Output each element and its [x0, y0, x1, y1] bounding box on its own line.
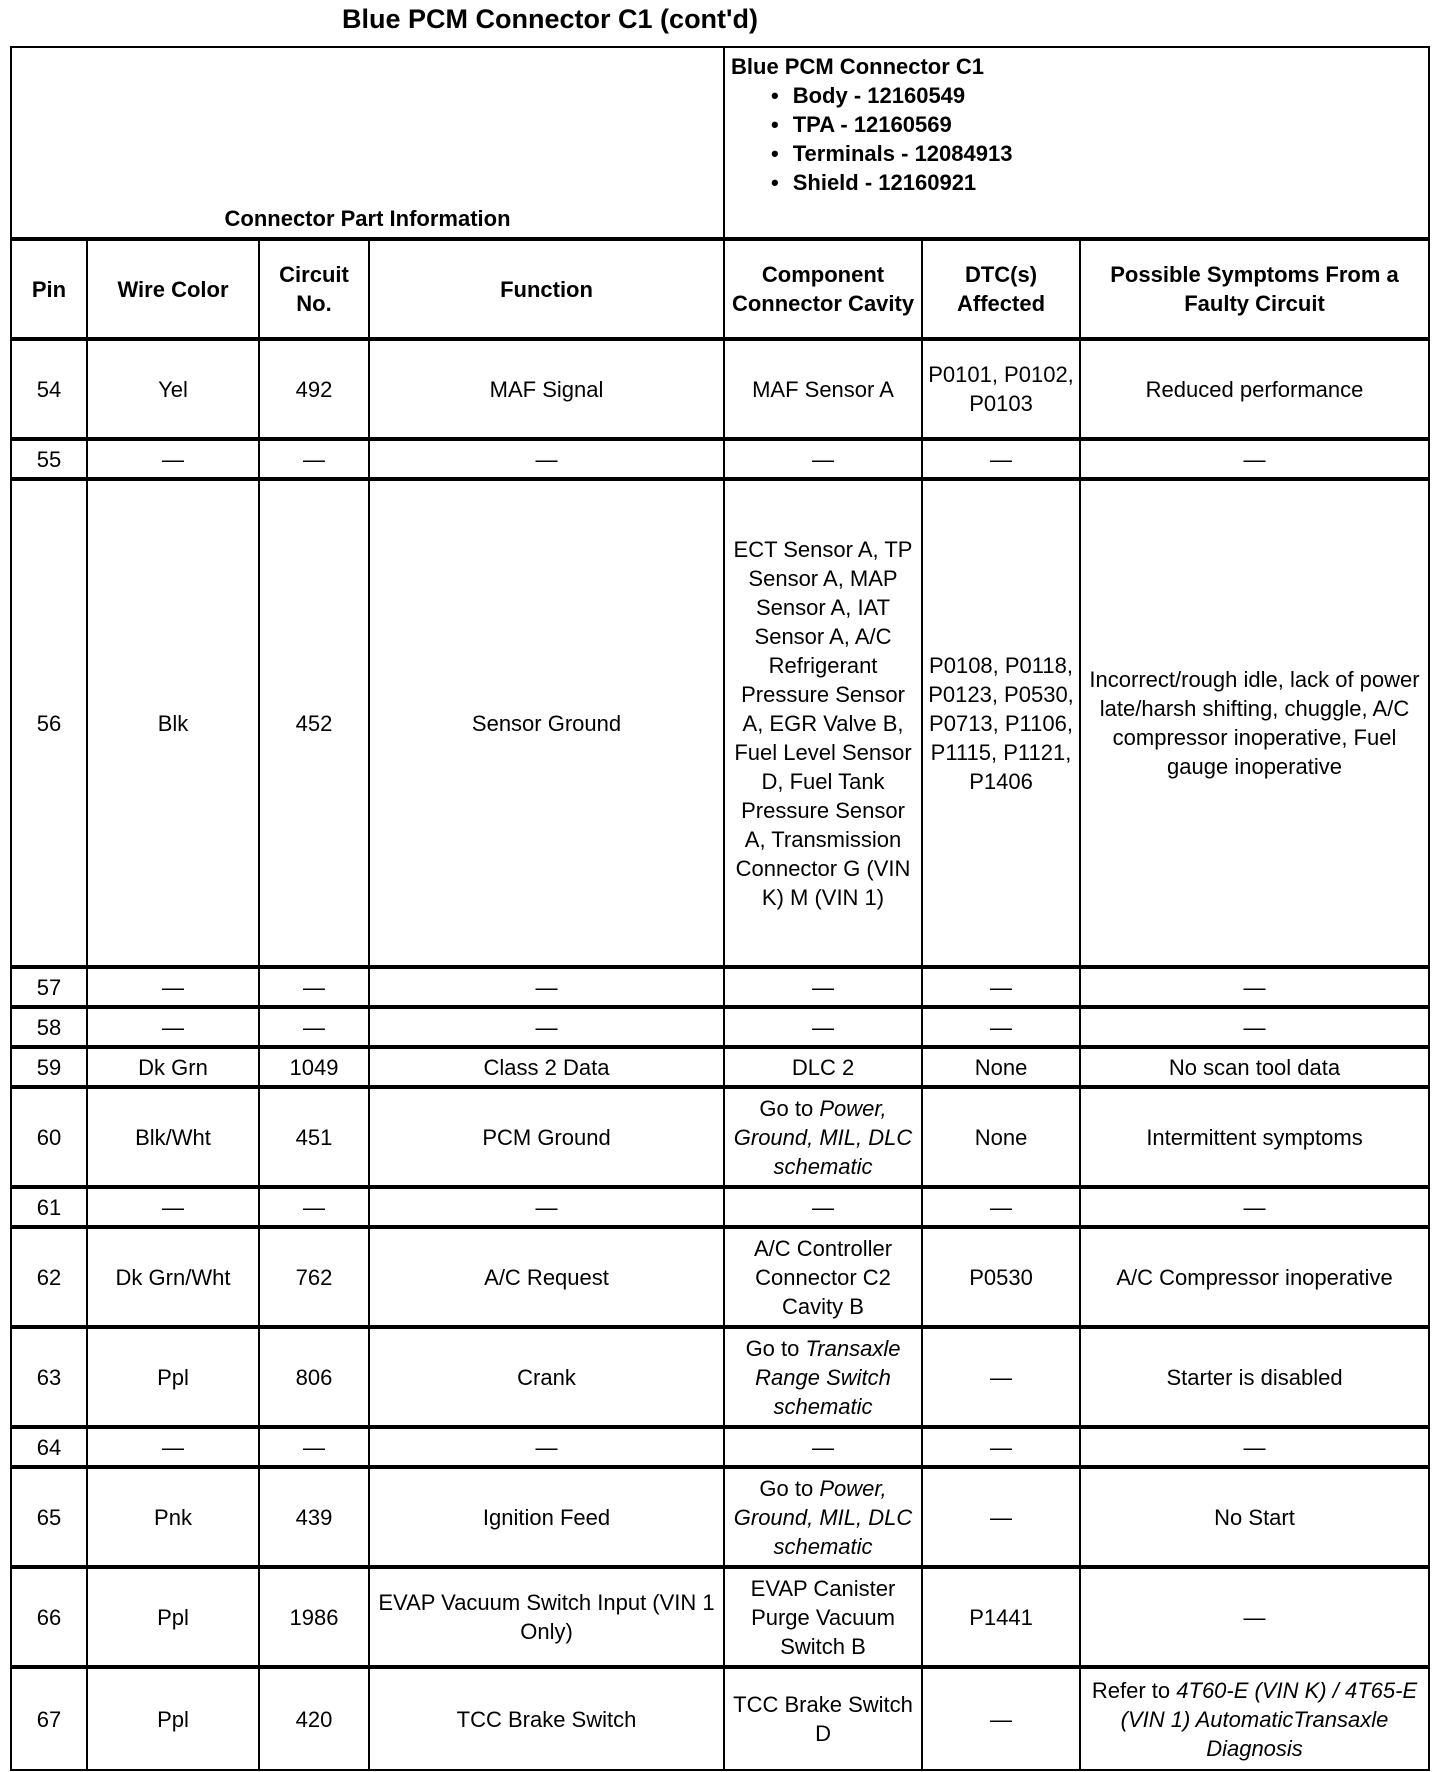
circuit-cell: 806 [260, 1329, 370, 1429]
circuit-cell: 452 [260, 481, 370, 969]
symptom-cell: A/C Compressor inoperative [1081, 1229, 1428, 1329]
dtc-cell: — [923, 1009, 1081, 1049]
part-shield: • Shield - 12160921 [771, 168, 1422, 197]
function-cell: PCM Ground [370, 1089, 725, 1189]
wire-color-cell: Blk [88, 481, 260, 969]
pin-cell: 58 [12, 1009, 88, 1049]
dtc-cell: P0530 [923, 1229, 1081, 1329]
wire-color-cell: Ppl [88, 1329, 260, 1429]
wire-color-cell: — [88, 969, 260, 1009]
pin-cell: 54 [12, 341, 88, 441]
dtc-cell: — [923, 1189, 1081, 1229]
pin-cell: 56 [12, 481, 88, 969]
circuit-cell: 762 [260, 1229, 370, 1329]
symptom-cell: Incorrect/rough idle, lack of power late/harsh shifting, chuggle, A/C compressor inoperative, Fuel gauge inoperative [1081, 481, 1428, 969]
dtc-cell: P1441 [923, 1569, 1081, 1669]
pin-cell: 65 [12, 1469, 88, 1569]
cavity-cell: — [725, 1009, 923, 1049]
dtc-cell: — [923, 1429, 1081, 1469]
table-row [12, 1049, 1428, 1089]
cavity-cell: — [725, 1189, 923, 1229]
dtc-cell: P0108, P0118, P0123, P0530, P0713, P1106, P1115, P1121, P1406 [923, 481, 1081, 969]
pin-cell: 57 [12, 969, 88, 1009]
function-cell: — [370, 969, 725, 1009]
circuit-cell: 1986 [260, 1569, 370, 1669]
cavity-prefix: Go to [759, 1095, 820, 1121]
wire-color-cell: — [88, 1429, 260, 1469]
dtc-cell: — [923, 1329, 1081, 1429]
pin-cell: 64 [12, 1429, 88, 1469]
page-title: Blue PCM Connector C1 (cont'd) [342, 4, 758, 34]
table-row [12, 1189, 1428, 1229]
symptom-prefix: Refer to [1091, 1677, 1177, 1703]
wire-color-cell: Ppl [88, 1569, 260, 1669]
symptom-cell: — [1081, 1569, 1428, 1669]
dtc-cell: None [923, 1089, 1081, 1189]
cavity-cell: ECT Sensor A, TP Sensor A, MAP Sensor A, IAT Sensor A, A/C Refrigerant Pressure Sensor A, EGR Valve B, Fuel Level Sensor D, Fuel Tank Pressure Sensor A, Transmission Connector G (VIN K) M (VIN 1) [725, 481, 923, 969]
table-row [12, 969, 1428, 1009]
table-row [12, 1429, 1428, 1469]
cavity-cell: — [725, 441, 923, 481]
pin-cell: 67 [12, 1669, 88, 1769]
table-row [12, 1469, 1428, 1569]
circuit-cell: 492 [260, 341, 370, 441]
circuit-cell: 451 [260, 1089, 370, 1189]
function-cell: TCC Brake Switch [370, 1669, 725, 1769]
header-pin: Pin [12, 241, 88, 341]
function-cell: Class 2 Data [370, 1049, 725, 1089]
function-cell: — [370, 1429, 725, 1469]
symptom-cell: — [1081, 1009, 1428, 1049]
header-cavity: Component Connector Cavity [725, 241, 923, 341]
pin-cell: 55 [12, 441, 88, 481]
table-row [12, 1009, 1428, 1049]
circuit-cell: 1049 [260, 1049, 370, 1089]
cavity-prefix: Go to [745, 1335, 806, 1361]
table-row [12, 341, 1428, 441]
function-cell: Sensor Ground [370, 481, 725, 969]
dtc-cell: — [923, 441, 1081, 481]
table-row [12, 1089, 1428, 1189]
table-row [12, 1569, 1428, 1669]
dtc-cell: P0101, P0102, P0103 [923, 341, 1081, 441]
table-row [12, 1229, 1428, 1329]
function-cell: A/C Request [370, 1229, 725, 1329]
symptom-cell: Intermittent symptoms [1081, 1089, 1428, 1189]
wire-color-cell: — [88, 1009, 260, 1049]
symptom-cell: Reduced performance [1081, 341, 1428, 441]
connector-part-info-label: Connector Part Information [12, 48, 725, 241]
pin-cell: 60 [12, 1089, 88, 1189]
pin-cell: 62 [12, 1229, 88, 1329]
connector-parts-list [731, 81, 1422, 197]
wire-color-cell: Pnk [88, 1469, 260, 1569]
connector-info-row [12, 48, 1428, 241]
header-dtcs: DTC(s) Affected [923, 241, 1081, 341]
symptom-cell: — [1081, 969, 1428, 1009]
wire-color-cell: Ppl [88, 1669, 260, 1769]
wire-color-cell: — [88, 441, 260, 481]
symptom-cell: No scan tool data [1081, 1049, 1428, 1089]
cavity-prefix: Go to [759, 1475, 820, 1501]
cavity-cell: TCC Brake Switch D [725, 1669, 923, 1769]
pin-cell: 61 [12, 1189, 88, 1229]
header-function: Function [370, 241, 725, 341]
circuit-cell: — [260, 1429, 370, 1469]
symptom-cell: No Start [1081, 1469, 1428, 1569]
wire-color-cell: Blk/Wht [88, 1089, 260, 1189]
pin-cell: 63 [12, 1329, 88, 1429]
pin-cell: 59 [12, 1049, 88, 1089]
function-cell: — [370, 441, 725, 481]
cavity-cell: — [725, 1429, 923, 1469]
connector-name: Blue PCM Connector C1 [731, 54, 985, 79]
symptom-cell: — [1081, 441, 1428, 481]
table-row [12, 1329, 1428, 1429]
function-cell: — [370, 1009, 725, 1049]
function-cell: EVAP Vacuum Switch Input (VIN 1 Only) [370, 1569, 725, 1669]
wire-color-cell: Dk Grn [88, 1049, 260, 1089]
part-terminals: • Terminals - 12084913 [771, 139, 1422, 168]
cavity-cell: EVAP Canister Purge Vacuum Switch B [725, 1569, 923, 1669]
cavity-cell: — [725, 969, 923, 1009]
circuit-cell: — [260, 1189, 370, 1229]
cavity-cell [725, 1469, 923, 1569]
dtc-cell: — [923, 1669, 1081, 1769]
schematic-reference: Power, Ground, MIL, DLC schematic [733, 1095, 913, 1179]
header-circuit-no: Circuit No. [260, 241, 370, 341]
circuit-cell: — [260, 969, 370, 1009]
table-row [12, 441, 1428, 481]
header-symptoms: Possible Symptoms From a Faulty Circuit [1081, 241, 1428, 341]
pin-cell: 66 [12, 1569, 88, 1669]
function-cell: Crank [370, 1329, 725, 1429]
cavity-cell: MAF Sensor A [725, 341, 923, 441]
part-tpa: • TPA - 12160569 [771, 110, 1422, 139]
cavity-cell: DLC 2 [725, 1049, 923, 1089]
symptom-cell: — [1081, 1429, 1428, 1469]
function-cell: Ignition Feed [370, 1469, 725, 1569]
dtc-cell: None [923, 1049, 1081, 1089]
table-row [12, 1669, 1428, 1769]
circuit-cell: — [260, 441, 370, 481]
symptom-cell: Starter is disabled [1081, 1329, 1428, 1429]
symptom-cell [1081, 1669, 1428, 1769]
connector-table [10, 46, 1430, 1771]
schematic-reference: Power, Ground, MIL, DLC schematic [733, 1475, 913, 1559]
circuit-cell: — [260, 1009, 370, 1049]
dtc-cell: — [923, 969, 1081, 1009]
wire-color-cell: — [88, 1189, 260, 1229]
cavity-cell [725, 1089, 923, 1189]
header-row [12, 241, 1428, 341]
circuit-cell: 420 [260, 1669, 370, 1769]
function-cell: — [370, 1189, 725, 1229]
cavity-cell [725, 1329, 923, 1429]
dtc-cell: — [923, 1469, 1081, 1569]
wire-color-cell: Yel [88, 341, 260, 441]
symptom-cell: — [1081, 1189, 1428, 1229]
diagnosis-reference: 4T60-E (VIN K) / 4T65-E (VIN 1) AutomaticTransaxle Diagnosis [1120, 1677, 1418, 1761]
wire-color-cell: Dk Grn/Wht [88, 1229, 260, 1329]
cavity-cell: A/C Controller Connector C2 Cavity B [725, 1229, 923, 1329]
function-cell: MAF Signal [370, 341, 725, 441]
table-row [12, 481, 1428, 969]
circuit-cell: 439 [260, 1469, 370, 1569]
header-wire-color: Wire Color [88, 241, 260, 341]
part-body: • Body - 12160549 [771, 81, 1422, 110]
connector-part-info [725, 48, 1428, 241]
schematic-reference: Transaxle Range Switch schematic [755, 1335, 901, 1419]
